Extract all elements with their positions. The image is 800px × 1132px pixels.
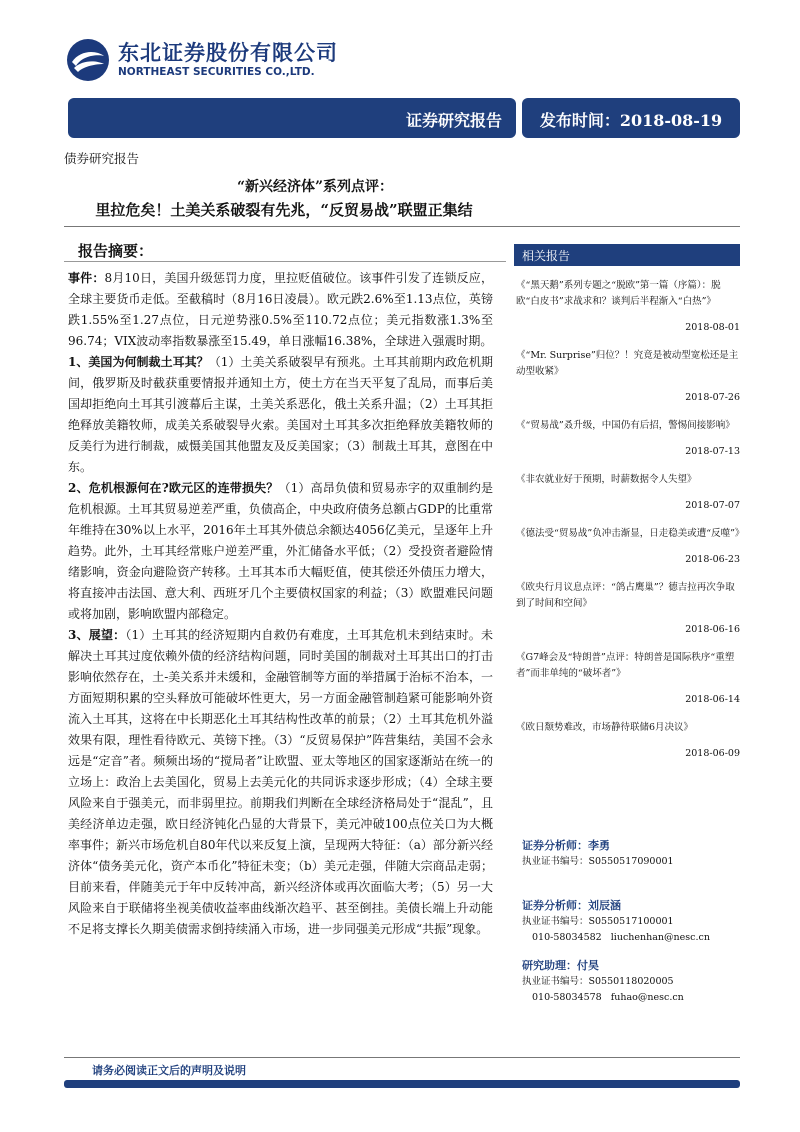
section-3-text: （1）土耳其的经济短期内自救仍有难度，土耳其危机未到结束时。未解决土耳其过度依赖外债的经济结构问题，同时美国的制裁对土耳其出口的打击影响依然存在，土-美关系并未缓和，金融管制等方面的举措属于治标不治本，一方面短期积累的空头释放可能破坏性更大，另一方面金融管制趋紧可能影响外资流入土耳其，这将在中长期恶化土耳其结构性改革的前景；（2）土耳其危机外溢效果有限，理性看待欧元、英镑下挫。（3）“反贸易保护”阵营集结，美国不会永远是“定音”者。频频出场的“搅局者”让欧盟、亚太等地区的国家逐渐站在统一的立场上：政治上去美国化，贸易上去美元化的共同诉求逐步形成；（4）全球主要风险来自于强美元，而非弱里拉。前期我们判断在全球经济格局处于“混乱”，且美经济单边走强，欧日经济钝化凸显的大背景下，美元冲破100点位关口为大概率事件；新兴市场危机自80年代以来反复上演，呈现两大特征：（a）部分新兴经济体“债务美元化，资产本币化”特征未变；（b）美元走强，伴随大宗商品走弱；目前来看，伴随美元于年中反转冲高，新兴经济体或再次面临大考；（5）另一大风险来自于联储将坐视美债收益率曲线渐次趋平、甚至倒挂。美债长端上升动能不足将支撑长久期美债需求倒持续涌入市场，进一步同强美元形成“共振”现象。 <box>68 628 493 936</box>
analyst-contact <box>522 990 684 1006</box>
related-report-title: 《G7峰会及“特朗普”点评：特朗普是国际秩序“重塑者”而非单纯的“破坏者”》 <box>516 652 735 679</box>
footer-disclaimer: 请务必阅读正文后的声明及说明 <box>92 1064 246 1077</box>
section-3-label: 3、展望： <box>68 628 126 642</box>
related-reports-heading: 相关报告 <box>514 244 740 266</box>
company-logo-icon <box>66 38 110 82</box>
section-1-label: 1、美国为何制裁土耳其？ <box>68 355 209 369</box>
related-report-date: 2018-06-14 <box>685 694 740 705</box>
report-category: 债券研究报告 <box>64 151 140 166</box>
related-report-item[interactable] <box>514 348 740 406</box>
related-report-date: 2018-06-23 <box>685 554 740 565</box>
analyst-cert: 执业证书编号：S0550517090001 <box>522 856 674 867</box>
related-report-item[interactable] <box>514 472 740 514</box>
report-title-line2: 里拉危矣！土美关系破裂有先兆，“反贸易战”联盟正集结 <box>95 201 473 219</box>
analyst-role: 研究助理：付昊 <box>522 959 599 972</box>
analyst-phone: 010-58034582 <box>532 932 602 943</box>
analyst-block <box>522 898 710 946</box>
related-report-title: 《“贸易战”叒升级，中国仍有后招，警惕间接影响》 <box>516 420 735 431</box>
divider <box>64 226 740 227</box>
section-2-label: 2、危机根源何在?欧元区的连带损失？ <box>68 481 279 495</box>
company-logo <box>66 34 366 84</box>
related-report-title: 《德法受“贸易战”负冲击渐显，日走稳美或遭“反噬”》 <box>516 528 745 539</box>
related-report-item[interactable] <box>514 720 740 762</box>
event-text: 8月10日，美国升级惩罚力度，里拉贬值破位。该事件引发了连锁反应，全球主要货币走低。至截稿时（8月16日凌晨）。欧元跌2.6%至1.13点位，英镑跌1.55%至1.27点位，日元逆势涨0.5%至110.72点位；美元指数涨1.3%至96.74；VIX波动率指数暴涨至15.49，单日涨幅16.38%，全球进入强震时期。 <box>68 271 493 348</box>
footer-bar <box>64 1080 740 1088</box>
related-report-title: 《欧央行月议息点评：“鸽占鹰巢”？德吉拉再次争取到了时间和空间》 <box>516 582 735 609</box>
analyst-email[interactable]: liuchenhan@nesc.cn <box>610 932 710 943</box>
analyst-cert: 执业证书编号：S0550517100001 <box>522 916 674 927</box>
related-report-title: 《欧日颓势难改，市场静待联储6月决议》 <box>516 722 694 733</box>
section-1-paragraph <box>68 352 493 478</box>
divider <box>64 1057 740 1058</box>
related-report-item[interactable] <box>514 580 740 638</box>
related-report-item[interactable] <box>514 418 740 460</box>
divider <box>64 261 506 262</box>
event-label: 事件： <box>68 271 105 285</box>
related-report-date: 2018-07-26 <box>685 392 740 403</box>
related-report-date: 2018-07-13 <box>685 446 740 457</box>
related-report-title: 《“黑天鹅”系列专题之“脱欧”第一篇（序篇）：脱欧“白皮书”求战求和？谈判后半程渐入“白热”》 <box>516 280 721 307</box>
related-reports <box>514 244 745 762</box>
abstract-heading: 报告摘要： <box>78 242 154 260</box>
related-report-item[interactable] <box>514 526 745 568</box>
analyst-block <box>522 958 684 1006</box>
analyst-phone: 010-58034578 <box>532 992 602 1003</box>
analyst-email[interactable]: fuhao@nesc.cn <box>610 992 684 1003</box>
related-report-item[interactable] <box>514 278 740 336</box>
section-2-paragraph <box>68 478 493 625</box>
company-name-en: NORTHEAST SECURITIES CO.,LTD. <box>118 66 315 78</box>
analyst-role: 证券分析师：刘辰涵 <box>522 899 621 912</box>
abstract-body <box>68 268 493 940</box>
section-3-paragraph <box>68 625 493 940</box>
related-report-date: 2018-06-09 <box>685 748 740 759</box>
analyst-role: 证券分析师：李勇 <box>522 839 610 852</box>
report-type-banner <box>68 98 516 138</box>
analyst-contact <box>522 930 710 946</box>
analyst-block <box>522 838 674 870</box>
analyst-cert: 执业证书编号：S0550118020005 <box>522 976 674 987</box>
related-report-title: 《“Mr. Surprise”归位？！究竟是被动型宽松还是主动型收紧》 <box>516 350 739 377</box>
event-paragraph <box>68 268 493 352</box>
related-report-item[interactable] <box>514 650 740 708</box>
company-name-cn: 东北证券股份有限公司 <box>118 41 338 65</box>
related-report-title: 《非农就业好于预期，时薪数据令人失望》 <box>516 474 697 485</box>
report-title-line1: “新兴经济体”系列点评： <box>236 179 394 195</box>
related-report-date: 2018-07-07 <box>685 500 740 511</box>
section-2-text: （1）高昂负债和贸易赤字的双重制约是危机根源。土耳其贸易逆差严重，负债高企，中央政府债务总额占GDP的比重常年维持在30%以上水平，2016年土耳其外债总余额达4056亿美元，呈逐年上升趋势。此外，土耳其经常账户逆差严重，外汇储备水平低；（2）受投资者避险情绪影响，资金向避险资产转移。土耳其本币大幅贬值，使其偿还外债压力增大，将直接冲击法国、意大利、西班牙几个主要债权国家的利益；（3）欧盟难民问题或将加剧，影响欧盟内部稳定。 <box>68 481 493 621</box>
publish-time-banner <box>522 98 740 138</box>
related-report-date: 2018-06-16 <box>685 624 740 635</box>
publish-time: 发布时间：2018-08-19 <box>539 111 723 130</box>
section-1-text: （1）土美关系破裂早有预兆。土耳其前期内政危机期间，俄罗斯及时截获重要情报并通知土方，使土方在当天平复了乱局，而事后美国却拒绝向土耳其引渡幕后主谋，土美关系恶化，俄土关系升温；（2）土耳其拒绝释放美籍牧师，成美关系破裂导火索。美国对土耳其多次拒绝释放美籍牧师的反美行为进行制裁，威慑美国其他盟友及反美国家；（3）制裁土耳其，意图在中东。 <box>68 355 493 474</box>
related-report-date: 2018-08-01 <box>685 322 740 333</box>
report-type: 证券研究报告 <box>405 111 502 130</box>
